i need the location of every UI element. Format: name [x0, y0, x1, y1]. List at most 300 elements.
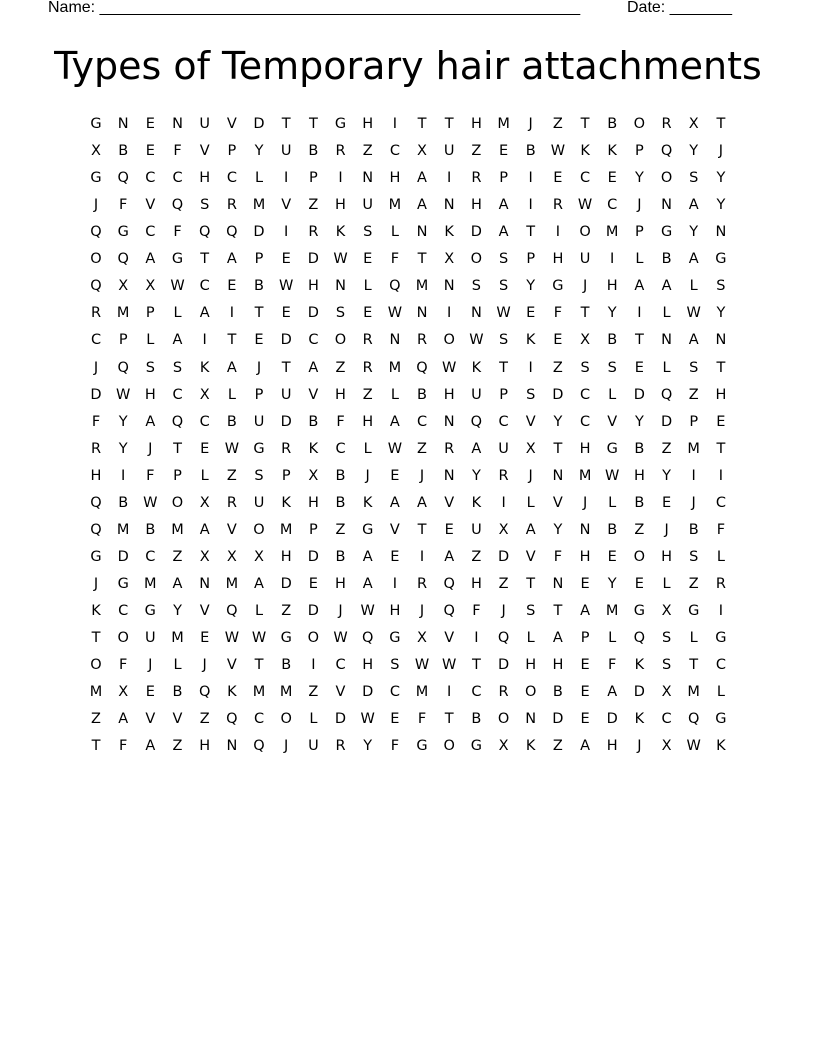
grid-letter[interactable]: D: [90, 386, 102, 403]
grid-letter[interactable]: V: [444, 630, 455, 646]
grid-letter[interactable]: H: [470, 197, 482, 214]
grid-letter[interactable]: N: [226, 738, 238, 755]
grid-letter[interactable]: U: [443, 143, 455, 160]
grid-letter[interactable]: U: [253, 413, 265, 430]
grid-letter[interactable]: E: [444, 521, 454, 538]
grid-letter[interactable]: E: [580, 575, 590, 592]
grid-letter[interactable]: L: [254, 602, 264, 619]
grid-letter[interactable]: D: [498, 548, 510, 565]
grid-letter[interactable]: E: [390, 548, 400, 565]
grid-letter[interactable]: H: [470, 575, 482, 592]
grid-letter[interactable]: W: [686, 305, 701, 322]
grid-letter[interactable]: X: [199, 494, 210, 511]
grid-letter[interactable]: W: [360, 602, 375, 619]
grid-letter[interactable]: T: [227, 332, 237, 349]
grid-letter[interactable]: A: [580, 738, 591, 755]
grid-letter[interactable]: Y: [254, 143, 264, 160]
grid-letter[interactable]: H: [552, 251, 564, 268]
grid-letter[interactable]: S: [498, 332, 509, 349]
grid-letter[interactable]: F: [608, 657, 617, 673]
grid-letter[interactable]: E: [662, 494, 672, 511]
grid-letter[interactable]: O: [117, 630, 129, 646]
grid-letter[interactable]: C: [416, 413, 428, 430]
grid-letter[interactable]: F: [716, 521, 726, 538]
grid-letter[interactable]: A: [254, 575, 264, 592]
grid-letter[interactable]: W: [442, 657, 457, 673]
grid-letter[interactable]: H: [307, 278, 319, 295]
grid-letter[interactable]: J: [256, 359, 262, 376]
grid-letter[interactable]: F: [336, 413, 345, 430]
grid-letter[interactable]: A: [226, 359, 237, 376]
grid-letter[interactable]: M: [252, 197, 266, 214]
grid-letter[interactable]: U: [579, 251, 591, 268]
grid-letter[interactable]: V: [335, 684, 346, 701]
grid-letter[interactable]: T: [526, 224, 536, 241]
grid-letter[interactable]: E: [499, 143, 509, 160]
grid-letter[interactable]: W: [116, 386, 131, 403]
grid-letter[interactable]: I: [501, 494, 506, 511]
grid-letter[interactable]: L: [309, 711, 318, 728]
grid-letter[interactable]: U: [471, 386, 482, 403]
grid-letter[interactable]: O: [470, 251, 483, 268]
grid-letter[interactable]: P: [689, 413, 699, 430]
grid-letter[interactable]: A: [362, 575, 373, 592]
grid-letter[interactable]: N: [416, 305, 428, 322]
grid-letter[interactable]: Z: [281, 602, 292, 619]
grid-letter[interactable]: P: [309, 170, 318, 187]
grid-letter[interactable]: M: [415, 278, 429, 295]
grid-letter[interactable]: E: [390, 711, 400, 728]
grid-letter[interactable]: A: [661, 278, 672, 295]
grid-letter[interactable]: H: [606, 278, 618, 295]
grid-letter[interactable]: K: [580, 143, 590, 160]
grid-letter[interactable]: U: [362, 197, 373, 214]
grid-letter[interactable]: I: [121, 467, 126, 484]
grid-letter[interactable]: A: [362, 548, 373, 565]
grid-letter[interactable]: C: [308, 332, 319, 349]
grid-letter[interactable]: G: [688, 602, 700, 619]
grid-letter[interactable]: C: [145, 548, 156, 565]
grid-letter[interactable]: O: [633, 548, 646, 565]
grid-letter[interactable]: F: [173, 143, 182, 160]
grid-letter[interactable]: S: [172, 359, 183, 376]
grid-letter[interactable]: D: [280, 575, 292, 592]
grid-letter[interactable]: S: [471, 278, 481, 295]
grid-letter[interactable]: M: [225, 575, 239, 592]
grid-letter[interactable]: S: [254, 467, 264, 484]
grid-letter[interactable]: K: [471, 494, 482, 511]
grid-letter[interactable]: N: [715, 224, 727, 241]
grid-letter[interactable]: N: [579, 521, 591, 538]
grid-letter[interactable]: M: [116, 305, 130, 322]
grid-letter[interactable]: M: [171, 521, 184, 538]
grid-letter[interactable]: L: [363, 278, 372, 295]
grid-letter[interactable]: R: [308, 224, 319, 241]
grid-letter[interactable]: U: [144, 630, 156, 646]
grid-letter[interactable]: X: [226, 548, 237, 565]
grid-letter[interactable]: A: [417, 170, 427, 187]
grid-letter[interactable]: B: [525, 143, 536, 160]
grid-letter[interactable]: N: [335, 278, 346, 295]
grid-letter[interactable]: Y: [363, 738, 373, 755]
grid-letter[interactable]: R: [444, 440, 455, 457]
grid-letter[interactable]: O: [660, 170, 673, 187]
grid-letter[interactable]: H: [144, 386, 156, 403]
grid-letter[interactable]: M: [605, 602, 619, 619]
grid-letter[interactable]: B: [471, 711, 482, 728]
grid-letter[interactable]: W: [143, 494, 158, 511]
grid-letter[interactable]: H: [552, 657, 564, 673]
grid-letter[interactable]: T: [200, 251, 210, 268]
grid-letter[interactable]: D: [552, 386, 564, 403]
grid-letter[interactable]: Z: [362, 386, 373, 403]
grid-letter[interactable]: U: [253, 494, 265, 511]
grid-letter[interactable]: J: [93, 359, 99, 376]
grid-letter[interactable]: M: [144, 575, 157, 592]
grid-letter[interactable]: V: [444, 494, 455, 511]
grid-letter[interactable]: H: [443, 386, 455, 403]
grid-letter[interactable]: R: [226, 197, 237, 214]
grid-letter[interactable]: K: [525, 738, 536, 755]
grid-letter[interactable]: K: [91, 602, 101, 619]
grid-letter[interactable]: Y: [634, 170, 644, 187]
grid-letter[interactable]: J: [582, 494, 588, 511]
grid-letter[interactable]: L: [526, 630, 535, 646]
grid-letter[interactable]: Y: [689, 224, 699, 241]
grid-letter[interactable]: A: [444, 548, 455, 565]
grid-letter[interactable]: S: [716, 278, 726, 295]
grid-letter[interactable]: B: [308, 413, 319, 430]
grid-letter[interactable]: A: [145, 251, 156, 268]
grid-letter[interactable]: O: [524, 684, 537, 701]
grid-letter[interactable]: G: [416, 738, 428, 755]
grid-letter[interactable]: G: [117, 575, 129, 592]
grid-letter[interactable]: O: [253, 521, 265, 538]
grid-letter[interactable]: K: [607, 143, 617, 160]
grid-letter[interactable]: G: [660, 224, 673, 241]
grid-letter[interactable]: X: [91, 143, 101, 160]
grid-letter[interactable]: X: [444, 251, 455, 268]
grid-letter[interactable]: S: [661, 630, 672, 646]
grid-letter[interactable]: D: [280, 332, 292, 349]
grid-letter[interactable]: Q: [90, 521, 102, 538]
grid-letter[interactable]: X: [498, 738, 509, 755]
grid-letter[interactable]: K: [525, 332, 536, 349]
grid-letter[interactable]: N: [199, 575, 211, 592]
grid-letter[interactable]: W: [442, 359, 457, 376]
grid-letter[interactable]: C: [389, 143, 400, 160]
grid-letter[interactable]: C: [715, 494, 726, 511]
grid-letter[interactable]: B: [417, 386, 427, 403]
grid-letter[interactable]: Q: [687, 711, 700, 728]
grid-letter[interactable]: R: [416, 332, 428, 349]
grid-letter[interactable]: U: [471, 521, 482, 538]
grid-letter[interactable]: E: [526, 305, 536, 322]
grid-letter[interactable]: P: [173, 467, 182, 484]
grid-letter[interactable]: K: [471, 359, 482, 376]
grid-letter[interactable]: D: [334, 711, 347, 728]
grid-letter[interactable]: K: [335, 224, 346, 241]
grid-letter[interactable]: Z: [308, 684, 319, 701]
grid-letter[interactable]: L: [689, 630, 698, 646]
grid-letter[interactable]: D: [307, 602, 319, 619]
grid-letter[interactable]: Q: [117, 359, 129, 376]
grid-letter[interactable]: C: [335, 657, 346, 673]
grid-letter[interactable]: Y: [716, 170, 726, 187]
grid-letter[interactable]: X: [661, 684, 672, 701]
grid-letter[interactable]: A: [199, 305, 210, 322]
grid-letter[interactable]: Q: [470, 413, 483, 430]
grid-letter[interactable]: K: [444, 224, 454, 241]
grid-letter[interactable]: K: [227, 684, 237, 701]
grid-letter[interactable]: J: [718, 143, 724, 160]
grid-letter[interactable]: U: [498, 440, 509, 457]
grid-letter[interactable]: P: [499, 170, 508, 187]
grid-letter[interactable]: C: [226, 170, 237, 187]
grid-letter[interactable]: I: [637, 305, 642, 322]
grid-letter[interactable]: Z: [498, 575, 509, 592]
grid-letter[interactable]: Z: [688, 575, 699, 592]
grid-letter[interactable]: T: [526, 575, 536, 592]
grid-letter[interactable]: N: [443, 413, 455, 430]
grid-letter[interactable]: D: [606, 711, 618, 728]
grid-letter[interactable]: X: [118, 684, 129, 701]
grid-letter[interactable]: B: [335, 494, 346, 511]
grid-letter[interactable]: Q: [90, 224, 102, 241]
grid-letter[interactable]: V: [389, 521, 400, 538]
grid-letter[interactable]: O: [90, 251, 102, 268]
grid-letter[interactable]: W: [360, 711, 375, 728]
grid-letter[interactable]: Z: [552, 116, 563, 132]
grid-letter[interactable]: W: [577, 197, 593, 214]
grid-letter[interactable]: R: [335, 143, 346, 160]
grid-letter[interactable]: A: [226, 251, 237, 268]
grid-letter[interactable]: I: [718, 602, 724, 619]
grid-letter[interactable]: V: [607, 413, 618, 430]
grid-letter[interactable]: J: [148, 440, 153, 457]
grid-letter[interactable]: G: [362, 521, 374, 538]
grid-letter[interactable]: O: [280, 711, 292, 728]
grid-letter[interactable]: D: [117, 548, 129, 565]
grid-letter[interactable]: V: [145, 197, 156, 214]
grid-letter[interactable]: K: [634, 711, 645, 728]
grid-letter[interactable]: R: [498, 684, 509, 701]
grid-letter[interactable]: W: [387, 440, 403, 457]
grid-letter[interactable]: M: [89, 684, 103, 701]
grid-letter[interactable]: C: [199, 413, 210, 430]
grid-letter[interactable]: T: [91, 630, 101, 646]
grid-letter[interactable]: L: [608, 386, 617, 403]
grid-letter[interactable]: R: [362, 359, 373, 376]
grid-letter[interactable]: P: [118, 332, 128, 349]
grid-letter[interactable]: D: [253, 116, 265, 132]
grid-letter[interactable]: J: [528, 467, 533, 484]
grid-letter[interactable]: I: [419, 548, 425, 565]
grid-letter[interactable]: H: [280, 548, 292, 565]
grid-letter[interactable]: Q: [171, 413, 184, 430]
grid-letter[interactable]: F: [91, 413, 101, 430]
grid-letter[interactable]: B: [335, 548, 346, 565]
grid-letter[interactable]: H: [199, 738, 211, 755]
grid-letter[interactable]: P: [227, 143, 237, 160]
grid-letter[interactable]: C: [253, 711, 265, 728]
grid-letter[interactable]: J: [148, 657, 153, 673]
grid-letter[interactable]: S: [580, 359, 590, 376]
grid-letter[interactable]: X: [661, 602, 672, 619]
grid-letter[interactable]: J: [691, 494, 696, 511]
grid-letter[interactable]: C: [715, 657, 726, 673]
grid-letter[interactable]: V: [525, 413, 536, 430]
grid-letter[interactable]: Q: [497, 630, 510, 646]
grid-letter[interactable]: Z: [172, 548, 183, 565]
grid-letter[interactable]: E: [580, 657, 590, 673]
grid-letter[interactable]: D: [253, 224, 265, 241]
grid-letter[interactable]: H: [633, 467, 645, 484]
grid-letter[interactable]: D: [307, 548, 319, 565]
grid-letter[interactable]: J: [365, 467, 370, 484]
grid-letter[interactable]: V: [172, 711, 183, 728]
grid-letter[interactable]: M: [388, 359, 402, 376]
grid-letter[interactable]: W: [686, 738, 701, 755]
grid-letter[interactable]: I: [555, 224, 561, 241]
grid-letter[interactable]: T: [580, 116, 590, 132]
grid-letter[interactable]: Z: [417, 440, 427, 457]
grid-letter[interactable]: H: [362, 116, 374, 132]
grid-letter[interactable]: T: [689, 657, 699, 673]
grid-letter[interactable]: H: [579, 440, 591, 457]
grid-letter[interactable]: O: [497, 711, 510, 728]
grid-letter[interactable]: O: [307, 630, 320, 646]
grid-letter[interactable]: J: [419, 467, 425, 484]
grid-letter[interactable]: N: [416, 224, 428, 241]
grid-letter[interactable]: M: [415, 684, 429, 701]
grid-letter[interactable]: A: [525, 521, 536, 538]
grid-letter[interactable]: P: [254, 251, 264, 268]
grid-letter[interactable]: G: [715, 711, 727, 728]
grid-letter[interactable]: L: [390, 386, 399, 403]
grid-letter[interactable]: P: [635, 224, 644, 241]
grid-letter[interactable]: D: [633, 386, 645, 403]
grid-letter[interactable]: W: [414, 657, 430, 673]
grid-letter[interactable]: E: [200, 440, 210, 457]
grid-letter[interactable]: E: [607, 170, 617, 187]
grid-letter[interactable]: R: [552, 197, 563, 214]
grid-letter[interactable]: H: [199, 170, 211, 187]
grid-letter[interactable]: I: [447, 305, 452, 322]
grid-letter[interactable]: H: [362, 413, 374, 430]
grid-letter[interactable]: E: [281, 305, 291, 322]
grid-letter[interactable]: B: [661, 251, 672, 268]
grid-letter[interactable]: N: [661, 197, 673, 214]
grid-letter[interactable]: K: [362, 494, 373, 511]
grid-letter[interactable]: S: [689, 548, 699, 565]
grid-letter[interactable]: V: [525, 548, 536, 565]
grid-letter[interactable]: G: [117, 224, 129, 241]
grid-letter[interactable]: A: [308, 359, 319, 376]
grid-letter[interactable]: T: [254, 305, 264, 322]
grid-letter[interactable]: F: [146, 467, 155, 484]
grid-letter[interactable]: F: [553, 305, 563, 322]
grid-letter[interactable]: W: [251, 630, 267, 646]
grid-letter[interactable]: C: [580, 413, 591, 430]
grid-letter[interactable]: T: [444, 116, 454, 132]
grid-letter[interactable]: L: [146, 332, 155, 349]
grid-letter[interactable]: N: [470, 305, 482, 322]
grid-letter[interactable]: U: [308, 738, 319, 755]
grid-letter[interactable]: A: [389, 413, 400, 430]
grid-letter[interactable]: I: [528, 359, 533, 376]
grid-letter[interactable]: S: [145, 359, 155, 376]
grid-letter[interactable]: D: [280, 413, 292, 430]
grid-letter[interactable]: Q: [443, 575, 455, 592]
grid-letter[interactable]: G: [389, 630, 401, 646]
grid-letter[interactable]: Q: [171, 197, 184, 214]
grid-letter[interactable]: E: [145, 143, 155, 160]
grid-letter[interactable]: L: [363, 440, 372, 457]
grid-letter[interactable]: G: [470, 738, 483, 755]
grid-letter[interactable]: F: [472, 602, 481, 619]
grid-letter[interactable]: I: [718, 467, 724, 484]
grid-letter[interactable]: Q: [226, 711, 238, 728]
grid-letter[interactable]: W: [469, 332, 484, 349]
grid-letter[interactable]: U: [199, 116, 210, 132]
grid-letter[interactable]: N: [443, 197, 455, 214]
grid-letter[interactable]: P: [309, 521, 318, 538]
grid-letter[interactable]: L: [227, 386, 236, 403]
grid-letter[interactable]: E: [281, 251, 291, 268]
grid-letter[interactable]: X: [308, 467, 319, 484]
grid-letter[interactable]: G: [334, 116, 347, 132]
grid-letter[interactable]: Q: [443, 602, 455, 619]
grid-letter[interactable]: H: [525, 657, 537, 673]
grid-letter[interactable]: N: [661, 332, 673, 349]
grid-letter[interactable]: T: [634, 332, 644, 349]
grid-letter[interactable]: E: [553, 332, 563, 349]
grid-letter[interactable]: Z: [552, 359, 563, 376]
grid-letter[interactable]: F: [119, 738, 128, 755]
grid-letter[interactable]: E: [254, 332, 264, 349]
grid-letter[interactable]: B: [634, 494, 645, 511]
grid-letter[interactable]: I: [474, 630, 479, 646]
grid-letter[interactable]: T: [417, 116, 427, 132]
grid-letter[interactable]: P: [145, 305, 155, 322]
grid-letter[interactable]: E: [580, 711, 590, 728]
grid-letter[interactable]: M: [116, 521, 130, 538]
grid-letter[interactable]: K: [634, 657, 645, 673]
grid-letter[interactable]: Y: [526, 278, 536, 295]
grid-letter[interactable]: X: [417, 143, 427, 160]
grid-letter[interactable]: T: [281, 116, 291, 132]
grid-letter[interactable]: L: [716, 684, 725, 701]
grid-letter[interactable]: C: [335, 440, 346, 457]
grid-letter[interactable]: L: [608, 494, 617, 511]
grid-letter[interactable]: X: [525, 440, 536, 457]
grid-letter[interactable]: V: [199, 143, 210, 160]
grid-letter[interactable]: G: [171, 251, 184, 268]
grid-letter[interactable]: G: [552, 278, 564, 295]
grid-letter[interactable]: W: [224, 440, 240, 457]
grid-letter[interactable]: T: [716, 359, 726, 376]
grid-letter[interactable]: L: [662, 359, 671, 376]
grid-letter[interactable]: L: [608, 630, 617, 646]
grid-letter[interactable]: T: [553, 440, 563, 457]
grid-letter[interactable]: B: [226, 413, 237, 430]
grid-letter[interactable]: Z: [335, 521, 346, 538]
grid-letter[interactable]: E: [553, 170, 563, 187]
grid-letter[interactable]: I: [284, 170, 289, 187]
grid-letter[interactable]: I: [528, 170, 533, 187]
grid-letter[interactable]: C: [389, 684, 400, 701]
